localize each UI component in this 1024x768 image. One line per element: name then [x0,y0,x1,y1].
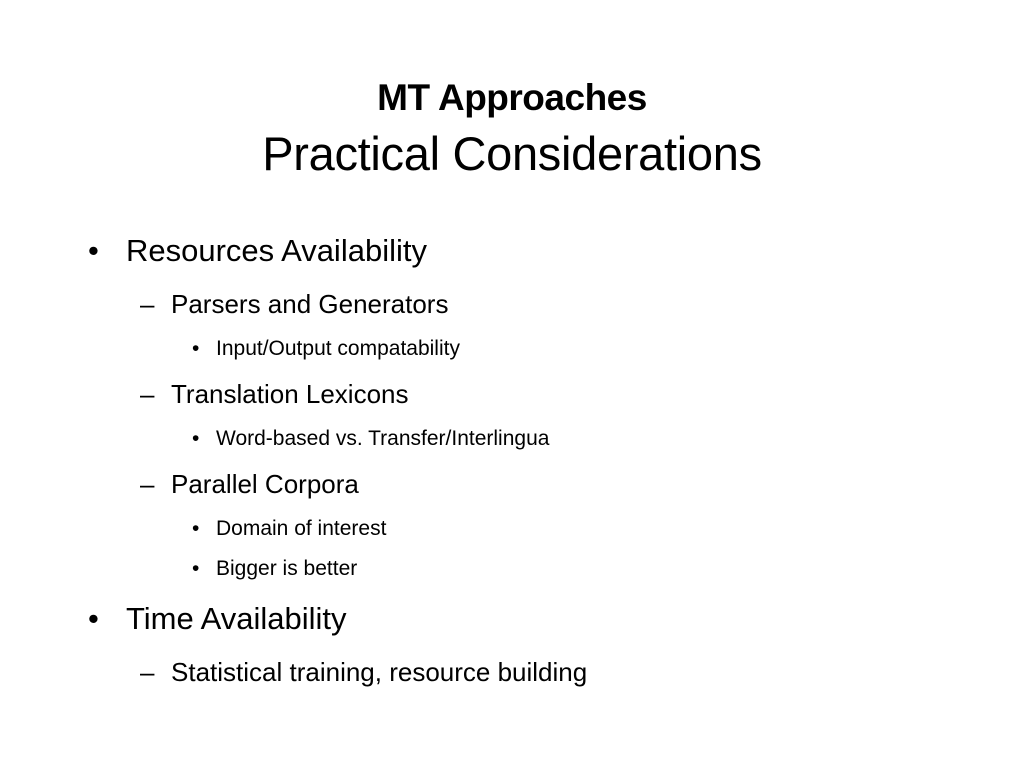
bullet-item: Resources Availability [126,233,427,268]
level3-bullet-marker: • [192,337,200,360]
sub-sub-bullet-item: Input/Output compatability [216,337,460,360]
level1-bullet-marker: • [88,601,99,636]
sub-sub-bullet-item: Word-based vs. Transfer/Interlingua [216,427,550,450]
level2-dash-marker: – [140,379,155,409]
sub-bullet-item: Statistical training, resource building [171,657,588,687]
level3-bullet-marker: • [192,517,200,540]
sub-bullet-item: Parsers and Generators [171,289,449,319]
bullet-item: Time Availability [126,601,347,636]
level3-bullet-marker: • [192,557,200,580]
sub-sub-bullet-item: Domain of interest [216,517,387,540]
title-block [0,72,1024,184]
slide-title: MT Approaches [377,77,647,118]
level2-dash-marker: – [140,469,155,499]
slide-subtitle: Practical Considerations [262,127,762,180]
sub-bullet-item: Parallel Corpora [171,469,359,499]
sub-bullet-item: Translation Lexicons [171,379,409,409]
level2-dash-marker: – [140,657,155,687]
level1-bullet-marker: • [88,233,99,268]
level2-dash-marker: – [140,289,155,319]
sub-sub-bullet-item: Bigger is better [216,557,358,580]
level3-bullet-marker: • [192,427,200,450]
